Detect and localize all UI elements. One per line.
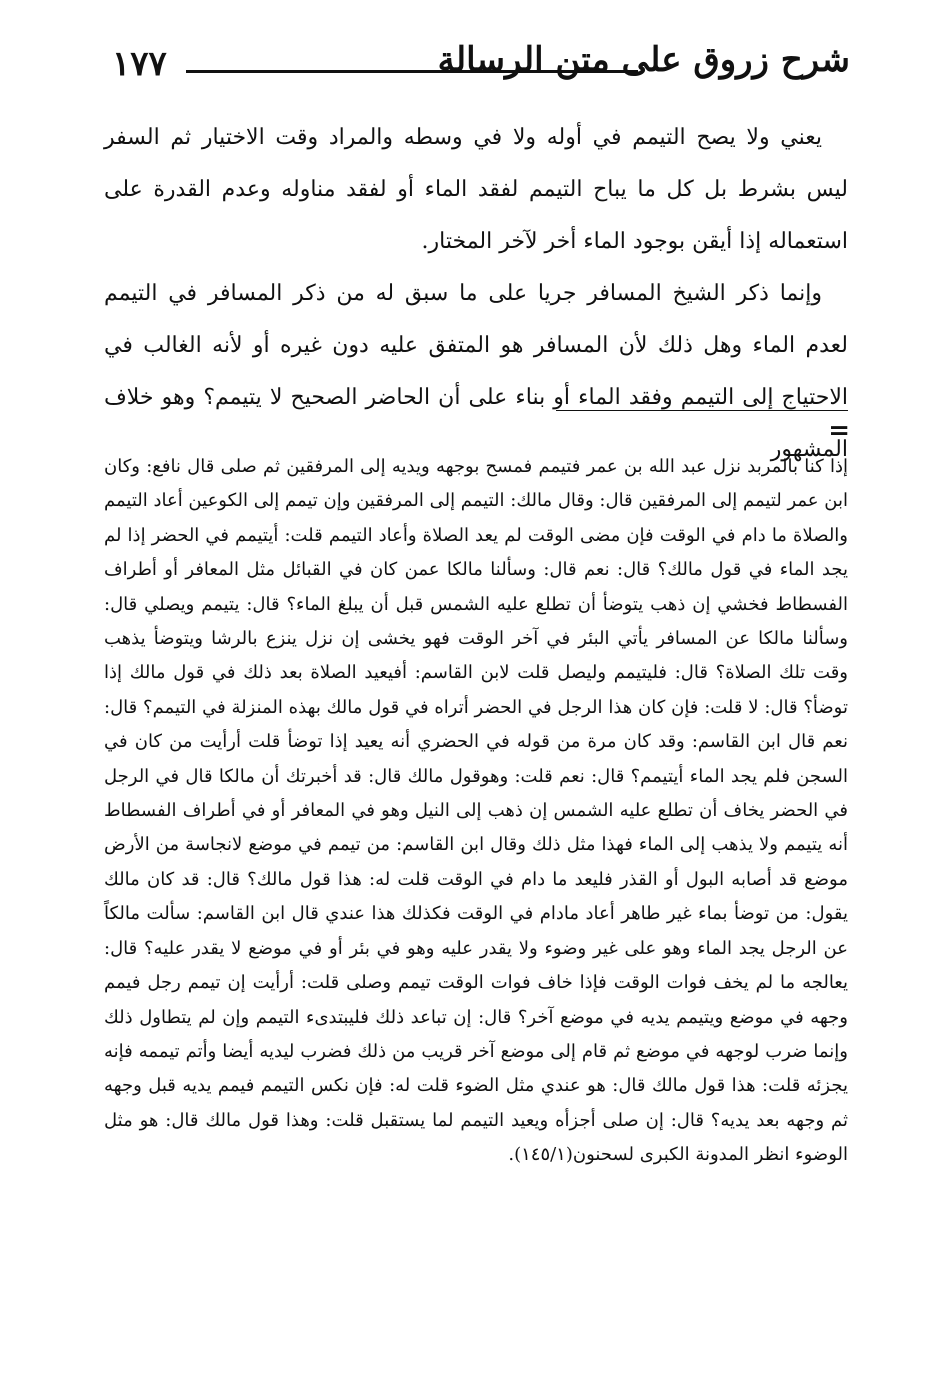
page-header [100, 38, 850, 98]
footnote [104, 450, 848, 1173]
page-number: ١٧٧ [112, 44, 167, 84]
footnote-continuation-mark: = [828, 416, 850, 446]
body-paragraph-2: وإنما ذكر الشيخ المسافر جريا على ما سبق له من ذكر المسافر في التيمم لعدم الماء وهل ذلك لأن المسافر هو المتفق عليه دون غيره أو لأنه الغالب في الاحتياج إلى التيمم وفقد الماء أو بناء على أن الحاضر الصحيح لا يتيمم؟ وهو خلاف المشهور [104, 281, 848, 462]
footnote-text: إذا كنا بالمربد نزل عبد الله بن عمر فتيمم فمسح بوجهه ويديه إلى المرفقين ثم صلى قال نافع: وكان ابن عمر لتيمم إلى المرفقين قال: وقال مالك: التيمم إلى المرفقين وإن تيمم إلى الكوعين أعاد التيمم والصلاة ما دام في الوقت فإن مضى الوقت لم يعد الصلاة وأعاد التيمم قلت: أيتيمم في الحضر إذا لم يجد الماء في قول مالك؟ قال: نعم قال: وسألنا مالكا عمن كان في القبائل مثل المعافر أو أطراف الفسطاط فخشي إن ذهب يتوضأ أن تطلع عليه الشمس قبل أن يبلغ الماء؟ قال: يتيمم ويصلي قال: وسألنا مالكا عن المسافر يأتي البئر في آخر الوقت فهو يخشى إن نزل ينزع بالرشا ويتوضأ يذهب وقت تلك الصلاة؟ قال: فليتيمم وليصل قلت لابن القاسم: أفيعيد الصلاة بعد ذلك في قول مالك إذا توضأ؟ قال: لا قلت: فإن كان هذا الرجل في الحضر أتراه في قول مالك بهذه المنزلة في التيمم؟ قال: نعم قال ابن القاسم: وقد كان مرة من قوله في الحضري أنه يعيد إذا توضأ قلت أرأيت من كان في السجن فلم يجد الماء أيتيمم؟ قال: نعم قلت: وهوقول مالك قال: قد أخبرتك أن مالكا قال في الرجل في الحضر يخاف أن تطلع عليه الشمس إن ذهب إلى النيل وهو في المعافر أو في أطراف الفسطاط أنه يتيمم ولا يذهب إلى الماء فهذا مثل ذلك وقال ابن القاسم: من تيمم في موضع لانجاسة من الأرض موضع قد أصابه البول أو القذر فليعد ما دام في الوقت قلت له: هذا قول مالك؟ قال: قد كان مالك يقول: من توضأ بماء غير طاهر أعاد مادام في الوقت فكذلك هذا عندي قال ابن القاسم: سألت مالكاً عن الرجل يجد الماء وهو على غير وضوء ولا يقدر عليه وهو في بئر أو في موضع لا يقدر عليه؟ قال: يعالجه ما لم يخف فوات الوقت فإذا خاف فوات الوقت تيمم وصلى قلت: أرأيت إن تيمم رجل فيمم وجهه في موضع ويتيمم يديه في موضع آخر؟ قال: إن تباعد ذلك فليبتدىء التيمم وإن لم يتطاول ذلك وإنما ضرب لوجهه في موضع ثم قام إلى موضع آخر قريب من ذلك فضرب ليديه أيضا وأتم تيممه فإنه يجزئه قلت: هذا قول مالك قال: هو عندي مثل الضوء قلت له: فإن نكس التيمم فيمم يديه قبل وجهه ثم وجهه بعد يديه؟ قال: إن صلى أجزأه ويعيد التيمم لما يستقبل قلت: وهذا قول مالك قال: هو مثل الوضوء انظر المدونة الكبرى لسحنون(١٤٥/١). [104, 456, 848, 1166]
main-text [104, 112, 848, 476]
book-title: شرح زروق على متن الرسالة [437, 40, 850, 80]
footnote-separator [556, 410, 848, 411]
body-paragraph-1: يعني ولا يصح التيمم في أوله ولا في وسطه والمراد وقت الاختيار ثم السفر ليس بشرط بل كل ما يباح التيمم لفقد الماء أو لفقد مناوله وعدم القدرة على استعماله إذا أيقن بوجود الماء أخر لآخر المختار. [104, 125, 848, 254]
